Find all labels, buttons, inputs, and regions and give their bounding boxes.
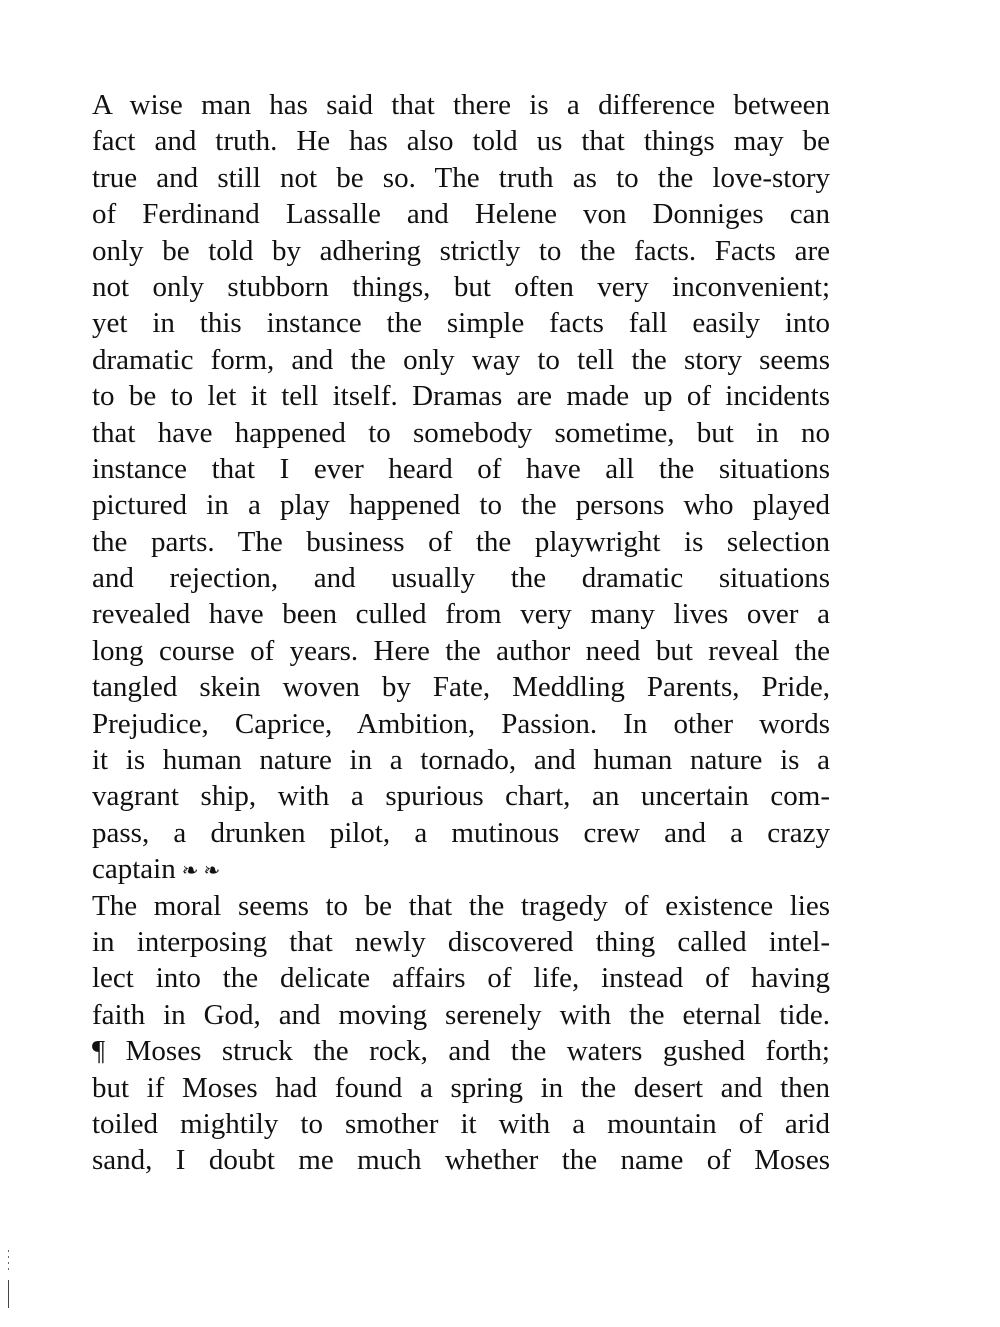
text-line: and rejection, and usually the dramatic situations [92, 562, 830, 595]
text-line: it is human nature in a tornado, and human nature is a [92, 744, 830, 777]
text-line: Prejudice, Caprice, Ambition, Passion. In other words [92, 707, 830, 740]
text-line: not only stubborn things, but often very inconvenient; [92, 270, 830, 303]
text-line: fact and truth. He has also told us that things may be [92, 125, 830, 158]
body-text [92, 87, 830, 1179]
text-line: but if Moses had found a spring in the desert and then [92, 1071, 830, 1104]
text-line: revealed have been culled from very many lives over a [92, 598, 830, 631]
text-line: The moral seems to be that the tragedy of existence lies [92, 889, 830, 922]
paragraph-end-line [92, 851, 830, 887]
leaf-ornament-icon: ❧ ❧ [181, 860, 221, 883]
text-line: of Ferdinand Lassalle and Helene von Donniges can [92, 198, 830, 231]
text-line: sand, I doubt me much whether the name of Moses [92, 1144, 830, 1177]
text-line: pictured in a play happened to the persons who played [92, 489, 830, 522]
text-line: faith in God, and moving serenely with the eternal tide. [92, 998, 830, 1031]
text-line: the parts. The business of the playwright is selection [92, 525, 830, 558]
text-line: instance that I ever heard of have all the situations [92, 452, 830, 485]
text-line: to be to let it tell itself. Dramas are made up of incidents [92, 380, 830, 413]
text-line: long course of years. Here the author need but reveal the [92, 634, 830, 667]
text-line: A wise man has said that there is a difference between [92, 89, 830, 121]
text-line: toiled mightily to smother it with a mountain of arid [92, 1107, 830, 1140]
text-line: in interposing that newly discovered thing called intel- [92, 925, 830, 958]
text-line: yet in this instance the simple facts fall easily into [92, 307, 830, 340]
text-line: vagrant ship, with a spurious chart, an uncertain com- [92, 780, 830, 813]
text-line: true and still not be so. The truth as to the love-story [92, 161, 830, 194]
text-line: only be told by adhering strictly to the facts. Facts are [92, 234, 830, 267]
text-line: dramatic form, and the only way to tell the story seems [92, 343, 830, 376]
text-line: pass, a drunken pilot, a mutinous crew and a crazy [92, 816, 830, 849]
text-line: captain [92, 853, 176, 886]
text-line: tangled skein woven by Fate, Meddling Parents, Pride, [92, 671, 830, 704]
text-line: that have happened to somebody sometime, but in no [92, 416, 830, 449]
margin-dots [8, 1250, 9, 1272]
text-line: lect into the delicate affairs of life, instead of having [92, 962, 830, 995]
margin-rule [8, 1280, 9, 1308]
text-line: ¶ Moses struck the rock, and the waters gushed forth; [92, 1035, 830, 1068]
